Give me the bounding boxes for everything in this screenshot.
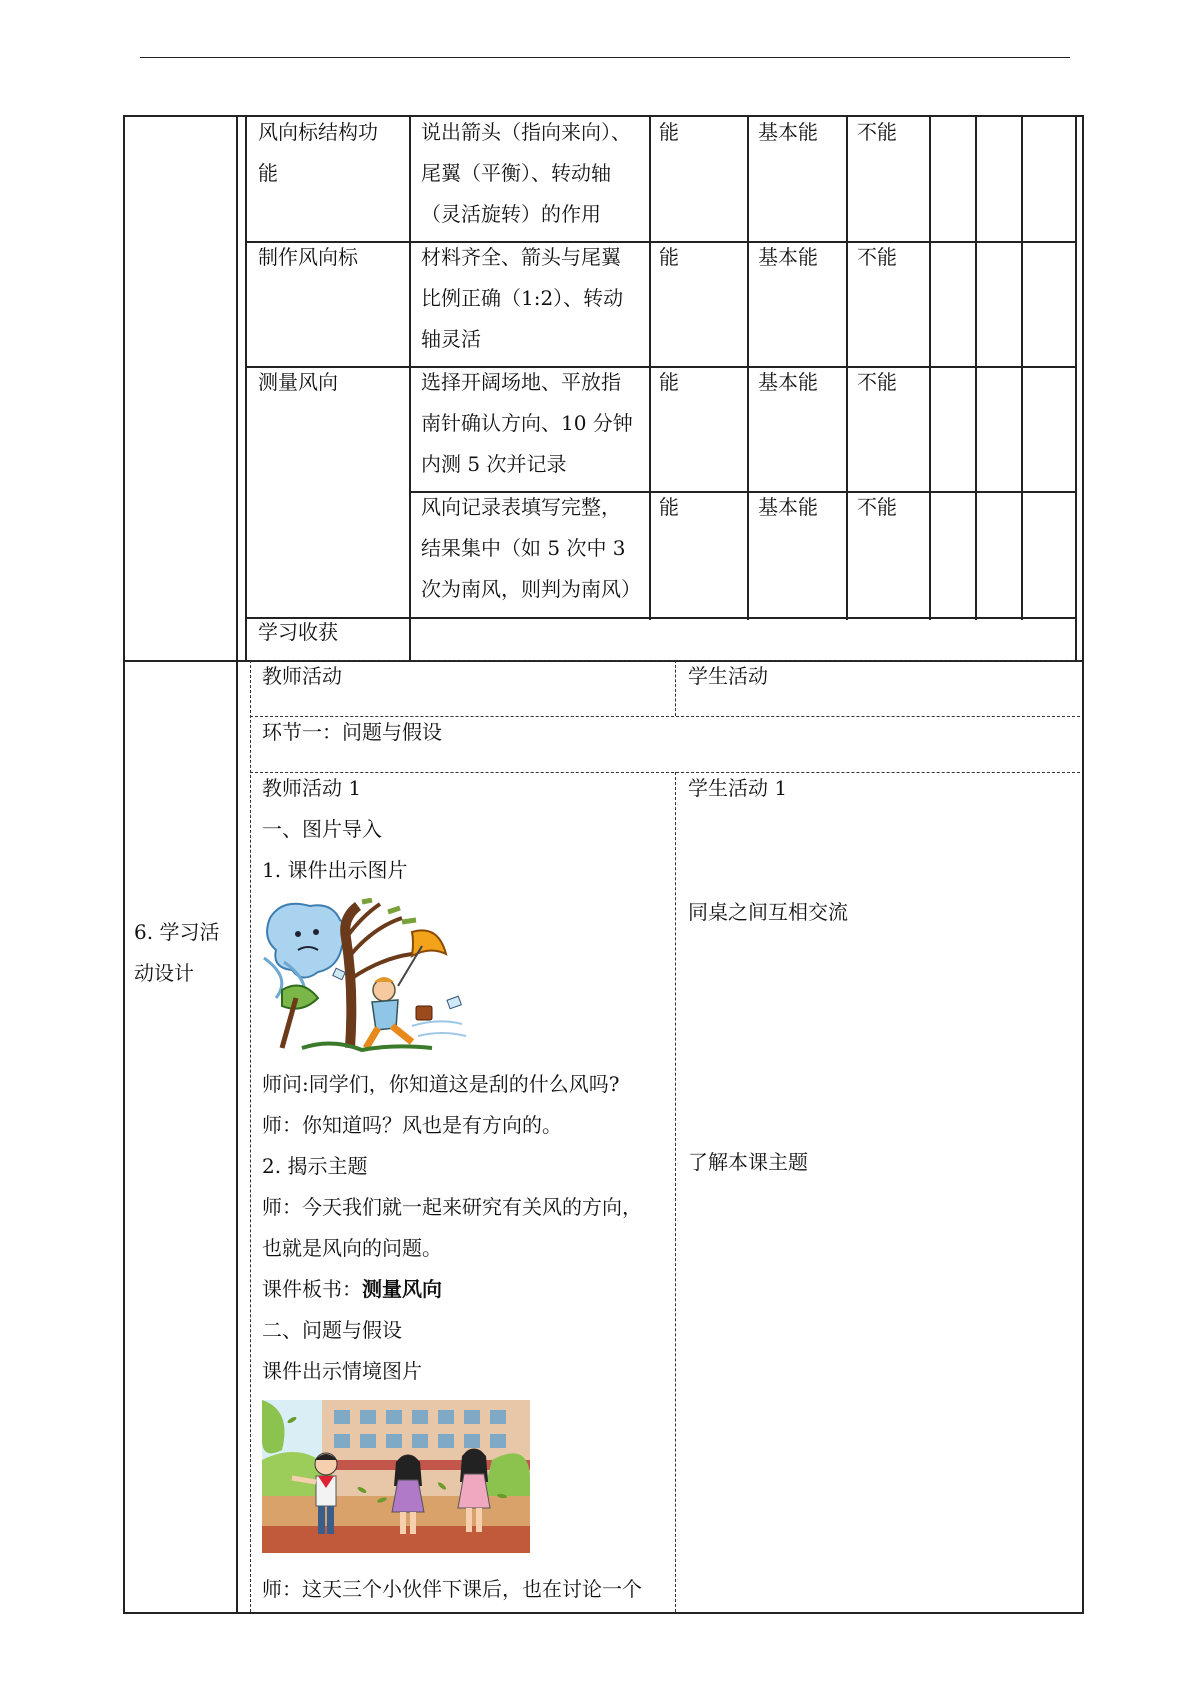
section6-label-line1: 6. 学习活 [134,920,220,944]
teacher-line: 1. 课件出示图片 [262,858,408,882]
teacher-line: 课件出示情境图片 [262,1359,422,1383]
criteria-1-line3: （灵活旋转）的作用 [421,202,601,226]
board-prefix: 课件板书： [262,1277,362,1301]
level-basic: 基本能 [758,245,818,269]
teacher-line: 师：这天三个小伙伴下课后，也在讨论一个 [262,1577,642,1601]
criteria-1-line2: 尾翼（平衡）、转动轴 [421,161,611,185]
learning-harvest-label: 学习收获 [258,620,338,644]
level-can: 能 [659,120,679,144]
criteria-3-line2: 南针确认方向、10 分钟 [421,411,633,435]
item-make-vane: 制作风向标 [258,245,358,269]
student-activity-1-title: 学生活动 1 [688,776,788,800]
teacher-line: 师：今天我们就一起来研究有关风的方向， [262,1195,642,1219]
teacher-line: 师问:同学们，你知道这是刮的什么风吗? [262,1072,620,1096]
teacher-activity-header: 教师活动 [262,664,342,688]
header-rule [140,57,1070,58]
level-basic: 基本能 [758,370,818,394]
level-basic: 基本能 [758,495,818,519]
section6-label-line2: 动设计 [134,961,194,985]
item-measure-wind: 测量风向 [258,370,338,394]
level-can: 能 [659,370,679,394]
criteria-4-line3: 次为南风，则判为南风） [421,577,641,601]
criteria-2-line2: 比例正确（1:2）、转动 [421,286,624,310]
level-cannot: 不能 [857,245,897,269]
item-structure-line2: 能 [258,161,278,185]
school-scene-illustration [262,1400,530,1553]
criteria-3-line3: 内测 5 次并记录 [421,452,567,476]
stage-one-title: 环节一：问题与假设 [262,720,442,744]
item-structure-line1: 风向标结构功 [258,120,378,144]
level-basic: 基本能 [758,120,818,144]
criteria-3-line1: 选择开阔场地、平放指 [421,370,621,394]
teacher-line: 2. 揭示主题 [262,1154,368,1178]
teacher-line: 师：你知道吗？风也是有方向的。 [262,1113,562,1137]
criteria-2-line3: 轴灵活 [421,327,481,351]
level-cannot: 不能 [857,120,897,144]
criteria-1-line1: 说出箭头（指向来向）、 [421,120,631,144]
teacher-line: 也就是风向的问题。 [262,1236,442,1260]
teacher-line: 一、图片导入 [262,817,382,841]
teacher-line: 二、问题与假设 [262,1318,402,1342]
level-cannot: 不能 [857,370,897,394]
courseware-board-line [262,1269,442,1310]
level-can: 能 [659,495,679,519]
student-line-topic: 了解本课主题 [688,1150,808,1174]
level-can: 能 [659,245,679,269]
teacher-activity-1-title: 教师活动 1 [262,776,362,800]
criteria-4-line2: 结果集中（如 5 次中 3 [421,536,626,560]
level-cannot: 不能 [857,495,897,519]
criteria-2-line1: 材料齐全、箭头与尾翼 [421,245,621,269]
criteria-4-line1: 风向记录表填写完整， [421,495,621,519]
student-line-discuss: 同桌之间互相交流 [688,900,848,924]
board-topic: 测量风向 [362,1277,442,1301]
student-activity-header: 学生活动 [688,664,768,688]
windy-day-illustration [262,898,468,1056]
